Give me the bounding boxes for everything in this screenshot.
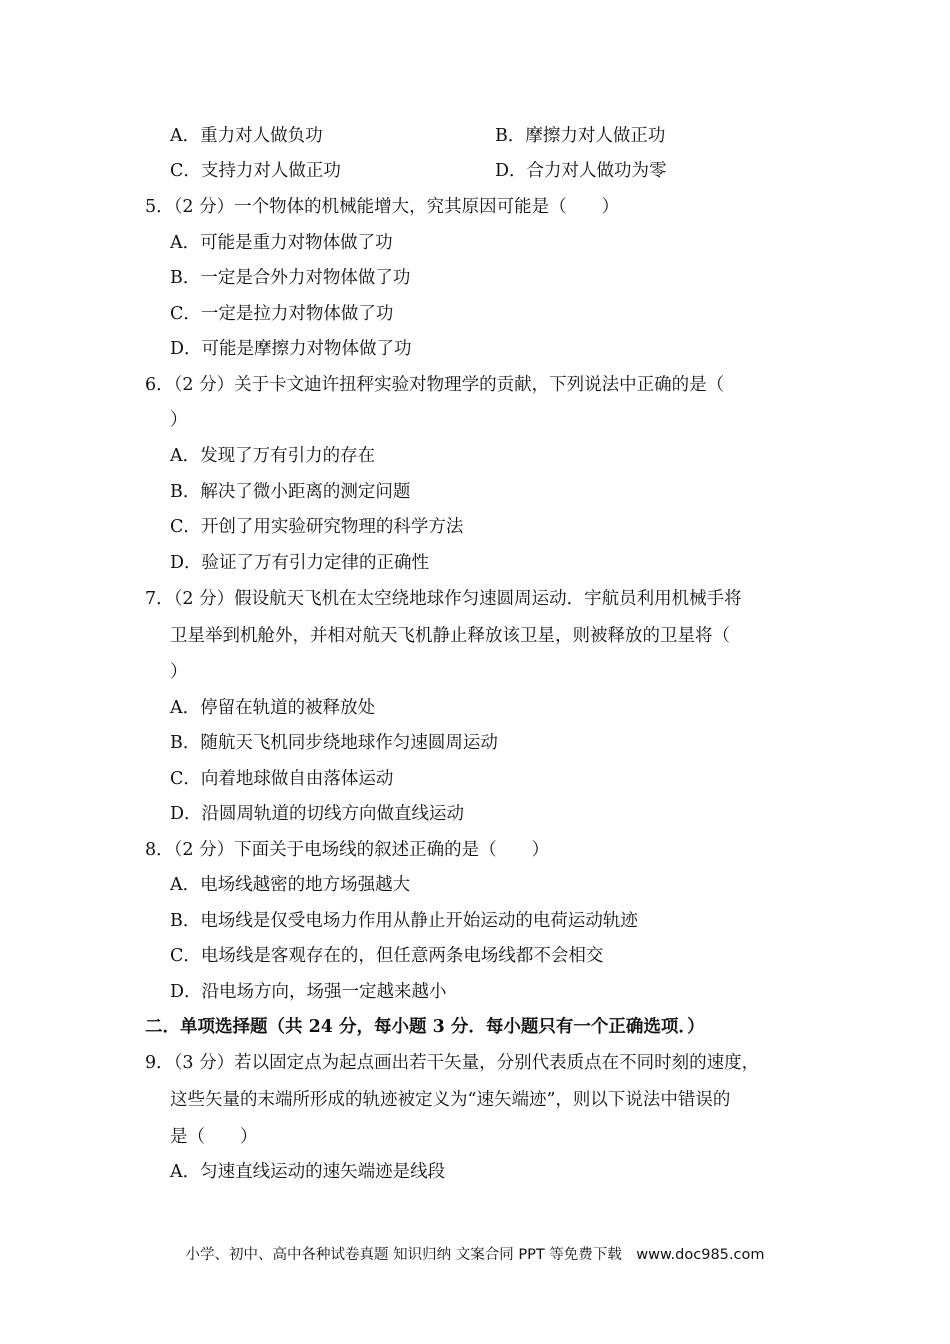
- q5-option-c: C．一定是拉力对物体做了功: [170, 304, 394, 324]
- q4-option-c: C．支持力对人做正功: [170, 161, 341, 181]
- q8-option-a: A．电场线越密的地方场强越大: [170, 875, 411, 895]
- q8-option-d: D．沿电场方向，场强一定越来越小: [170, 982, 447, 1002]
- q8-option-b: B．电场线是仅受电场力作用从静止开始运动的电荷运动轨迹: [170, 911, 638, 931]
- q6-option-a: A．发现了万有引力的存在: [170, 446, 376, 466]
- q8-option-c: C．电场线是客观存在的，但任意两条电场线都不会相交: [170, 946, 604, 966]
- page-footer: 小学、初中、高中各种试卷真题 知识归纳 文案合同 PPT 等免费下载 www.doc985.com: [185, 1247, 765, 1263]
- q6-option-c: C．开创了用实验研究物理的科学方法: [170, 517, 464, 537]
- q6-option-b: B．解决了微小距离的测定问题: [170, 482, 411, 502]
- q7-option-b: B．随航天飞机同步绕地球作匀速圆周运动: [170, 733, 498, 753]
- q6-option-d: D．验证了万有引力定律的正确性: [170, 553, 430, 573]
- q9-option-a: A．匀速直线运动的速矢端迹是线段: [170, 1162, 446, 1182]
- q5-option-a: A．可能是重力对物体做了功: [170, 233, 393, 253]
- q7-stem-line2: 卫星举到机舱外，并相对航天飞机静止释放该卫星，则被释放的卫星将（: [170, 626, 730, 646]
- q4-option-b: B．摩擦力对人做正功: [495, 126, 666, 146]
- q5-option-b: B．一定是合外力对物体做了功: [170, 268, 411, 288]
- q7-option-a: A．停留在轨道的被释放处: [170, 698, 376, 718]
- q4-option-a: A．重力对人做负功: [170, 126, 323, 146]
- q9-stem-line1: 9．（3 分）若以固定点为起点画出若干矢量，分别代表质点在不同时刻的速度，: [145, 1053, 760, 1073]
- q8-stem: 8．（2 分）下面关于电场线的叙述正确的是（ ）: [145, 840, 550, 860]
- q6-stem-line2: ）: [170, 410, 188, 430]
- q7-option-d: D．沿圆周轨道的切线方向做直线运动: [170, 804, 465, 824]
- q7-stem-line1: 7．（2 分）假设航天飞机在太空绕地球作匀速圆周运动．宇航员利用机械手将: [145, 589, 742, 609]
- q4-option-d: D．合力对人做功为零: [495, 161, 667, 181]
- q5-option-d: D．可能是摩擦力对物体做了功: [170, 339, 412, 359]
- q6-stem-line1: 6．（2 分）关于卡文迪许扭秤实验对物理学的贡献，下列说法中正确的是（: [145, 375, 725, 395]
- q7-stem-line3: ）: [170, 662, 188, 682]
- q5-stem: 5．（2 分）一个物体的机械能增大，究其原因可能是（ ）: [145, 197, 620, 217]
- q7-option-c: C．向着地球做自由落体运动: [170, 769, 394, 789]
- section-2-heading: 二．单项选择题（共 24 分，每小题 3 分．每小题只有一个正确选项．）: [145, 1017, 705, 1037]
- q9-stem-line2: 这些矢量的末端所形成的轨迹被定义为“速矢端迹”，则以下说法中错误的: [170, 1090, 731, 1110]
- q9-stem-line3: 是（ ）: [170, 1127, 258, 1147]
